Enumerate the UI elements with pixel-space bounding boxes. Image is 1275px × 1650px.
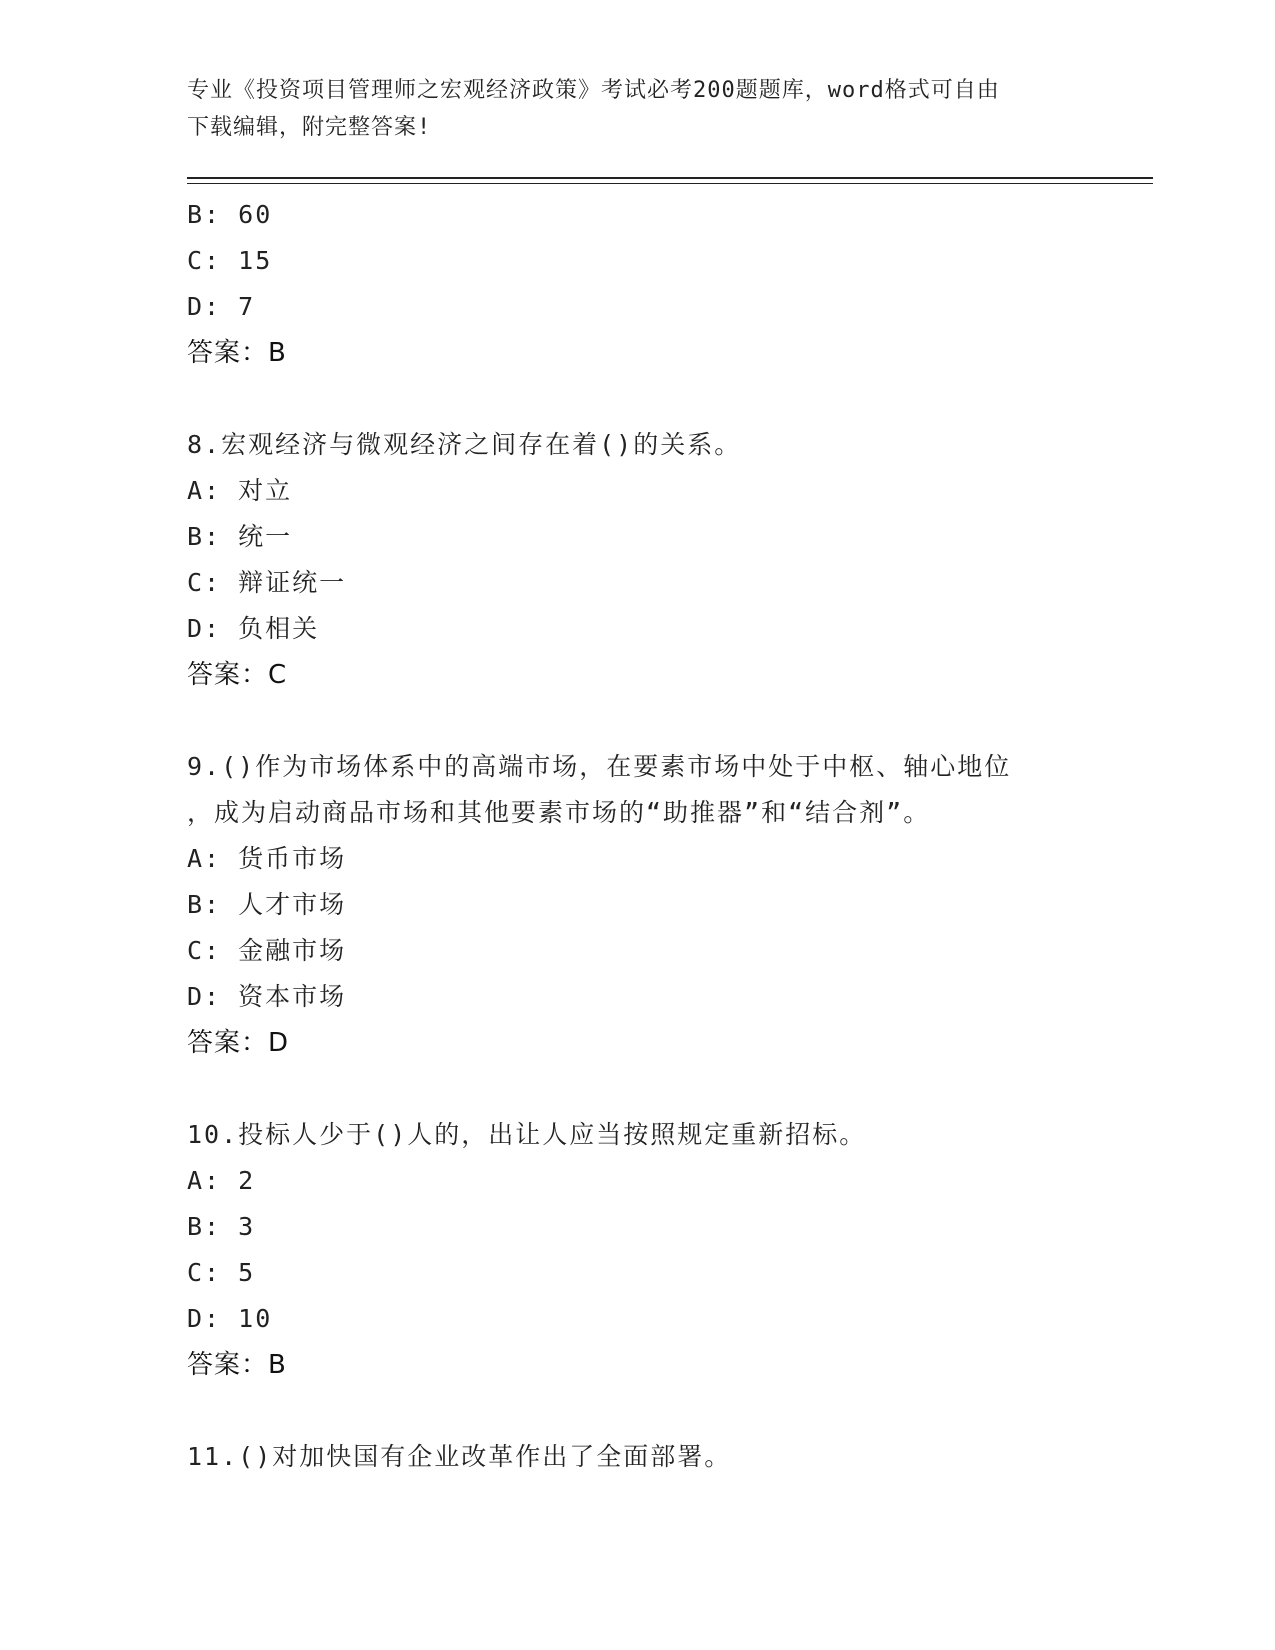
question-stem-line-1: 9.()作为市场体系中的高端市场，在要素市场中处于中枢、轴心地位 <box>187 752 1012 781</box>
option-b: B: 60 <box>187 200 273 229</box>
question-stem-line-2: ，成为启动商品市场和其他要素市场的“助推器”和“结合剂”。 <box>187 798 931 827</box>
option-d: D: 负相关 <box>187 614 320 643</box>
option-c: C: 金融市场 <box>187 936 347 965</box>
option-b: B: 3 <box>187 1212 256 1241</box>
option-d: D: 10 <box>187 1304 273 1333</box>
option-b: B: 统一 <box>187 522 293 551</box>
option-c: C: 15 <box>187 246 273 275</box>
option-b: B: 人才市场 <box>187 890 347 919</box>
question-9 <box>187 744 1087 1066</box>
option-a: A: 对立 <box>187 476 293 505</box>
answer: 答案：C <box>187 660 288 690</box>
question-11 <box>187 1434 1087 1480</box>
answer: 答案：D <box>187 1028 290 1058</box>
question-list <box>187 192 1087 1480</box>
option-a: A: 货币市场 <box>187 844 347 873</box>
prev-question <box>187 192 1087 376</box>
question-stem: 10.投标人少于()人的，出让人应当按照规定重新招标。 <box>187 1120 867 1149</box>
question-8 <box>187 422 1087 698</box>
option-d: D: 资本市场 <box>187 982 347 1011</box>
question-stem: 11.()对加快国有企业改革作出了全面部署。 <box>187 1442 732 1471</box>
answer: 答案：B <box>187 1350 287 1380</box>
option-c: C: 5 <box>187 1258 256 1287</box>
option-d: D: 7 <box>187 292 256 321</box>
header-line-2: 下载编辑，附完整答案! <box>187 115 432 140</box>
answer: 答案：B <box>187 338 287 368</box>
question-10 <box>187 1112 1087 1388</box>
option-a: A: 2 <box>187 1166 256 1195</box>
header-line-1: 专业《投资项目管理师之宏观经济政策》考试必考200题题库，word格式可自由 <box>187 78 1000 103</box>
header-rule-thin <box>187 183 1153 184</box>
document-header <box>187 72 1067 146</box>
header-rule <box>187 177 1153 179</box>
option-c: C: 辩证统一 <box>187 568 347 597</box>
question-stem: 8.宏观经济与微观经济之间存在着()的关系。 <box>187 430 742 459</box>
